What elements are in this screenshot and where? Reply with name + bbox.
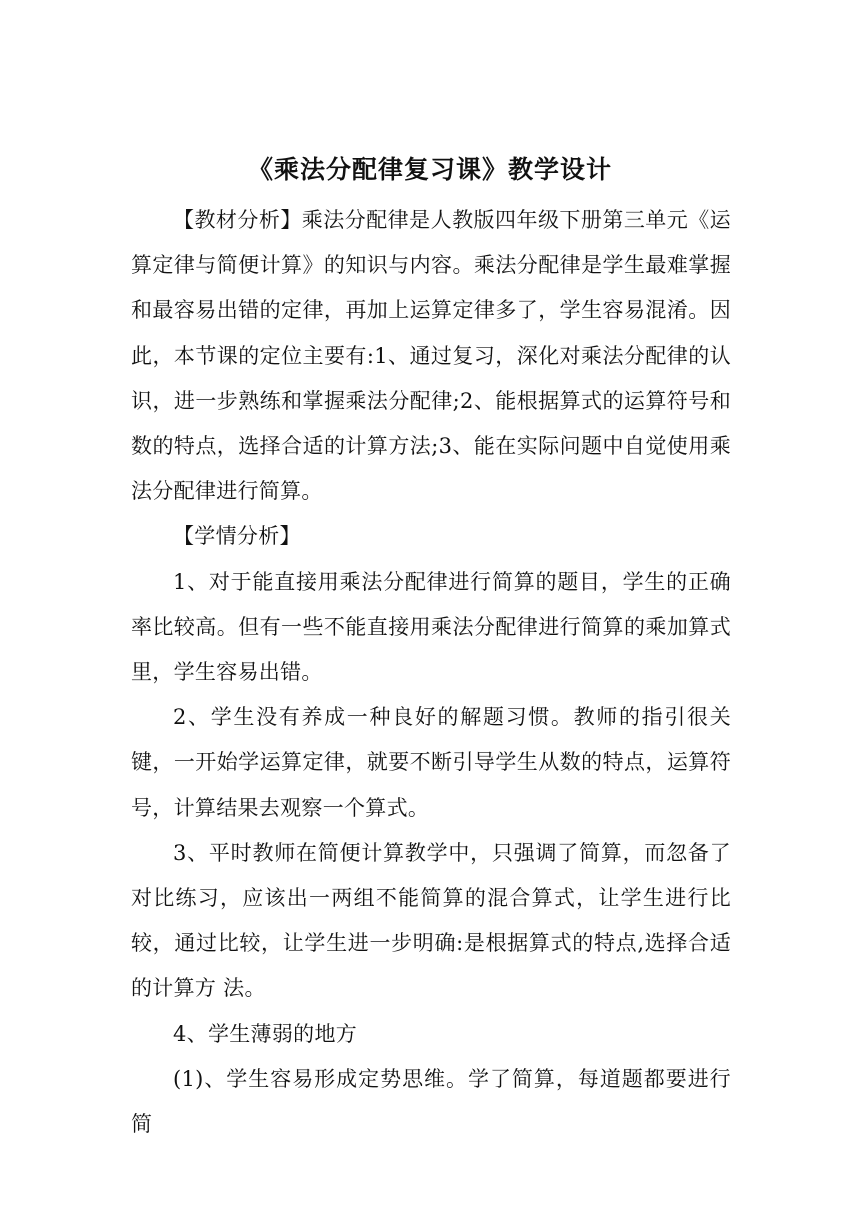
paragraph-point-1: 1、对于能直接用乘法分配律进行简算的题目，学生的正确率比较高。但有一些不能直接用乘法分配律进行简算的乘加算式里，学生容易出错。 (131, 569, 731, 685)
paragraph-textbook-analysis: 【教材分析】乘法分配律是人教版四年级下册第三单元《运算定律与简便计算》的知识与内容。乘法分配律是学生最难掌握和最容易出错的定律，再加上运算定律多了，学生容易混淆。因此，本节课的定位主要有:1、通过复习，深化对乘法分配律的认识，进一步熟练和掌握乘法分配律;2、能根据算式的运算符号和数的特点，选择合适的计算方法;3、能在实际问题中自觉使用乘法分配律进行简算。 (131, 208, 731, 504)
paragraph-point-4: 4、学生薄弱的地方 (173, 1021, 358, 1046)
paragraph-learning-analysis-heading: 【学情分析】 (173, 524, 301, 549)
document-title: 《乘法分配律复习课》教学设计 (247, 155, 612, 184)
paragraph-point-3: 3、平时教师在简便计算教学中，只强调了简算，而忽备了对比练习，应该出一两组不能简算的混合算式，让学生进行比较，通过比较，让学生进一步明确:是根据算式的特点,选择合适的计算方 法。 (131, 840, 731, 1001)
paragraph-point-2: 2、学生没有养成一种良好的解题习惯。教师的指引很关键，一开始学运算定律，就要不断引导学生从数的特点，运算符号，计算结果去观察一个算式。 (131, 705, 731, 820)
document-body (131, 198, 731, 1147)
paragraph-subpoint-1: (1)、学生容易形成定势思维。学了简算，每道题都要进行简 (131, 1066, 731, 1137)
